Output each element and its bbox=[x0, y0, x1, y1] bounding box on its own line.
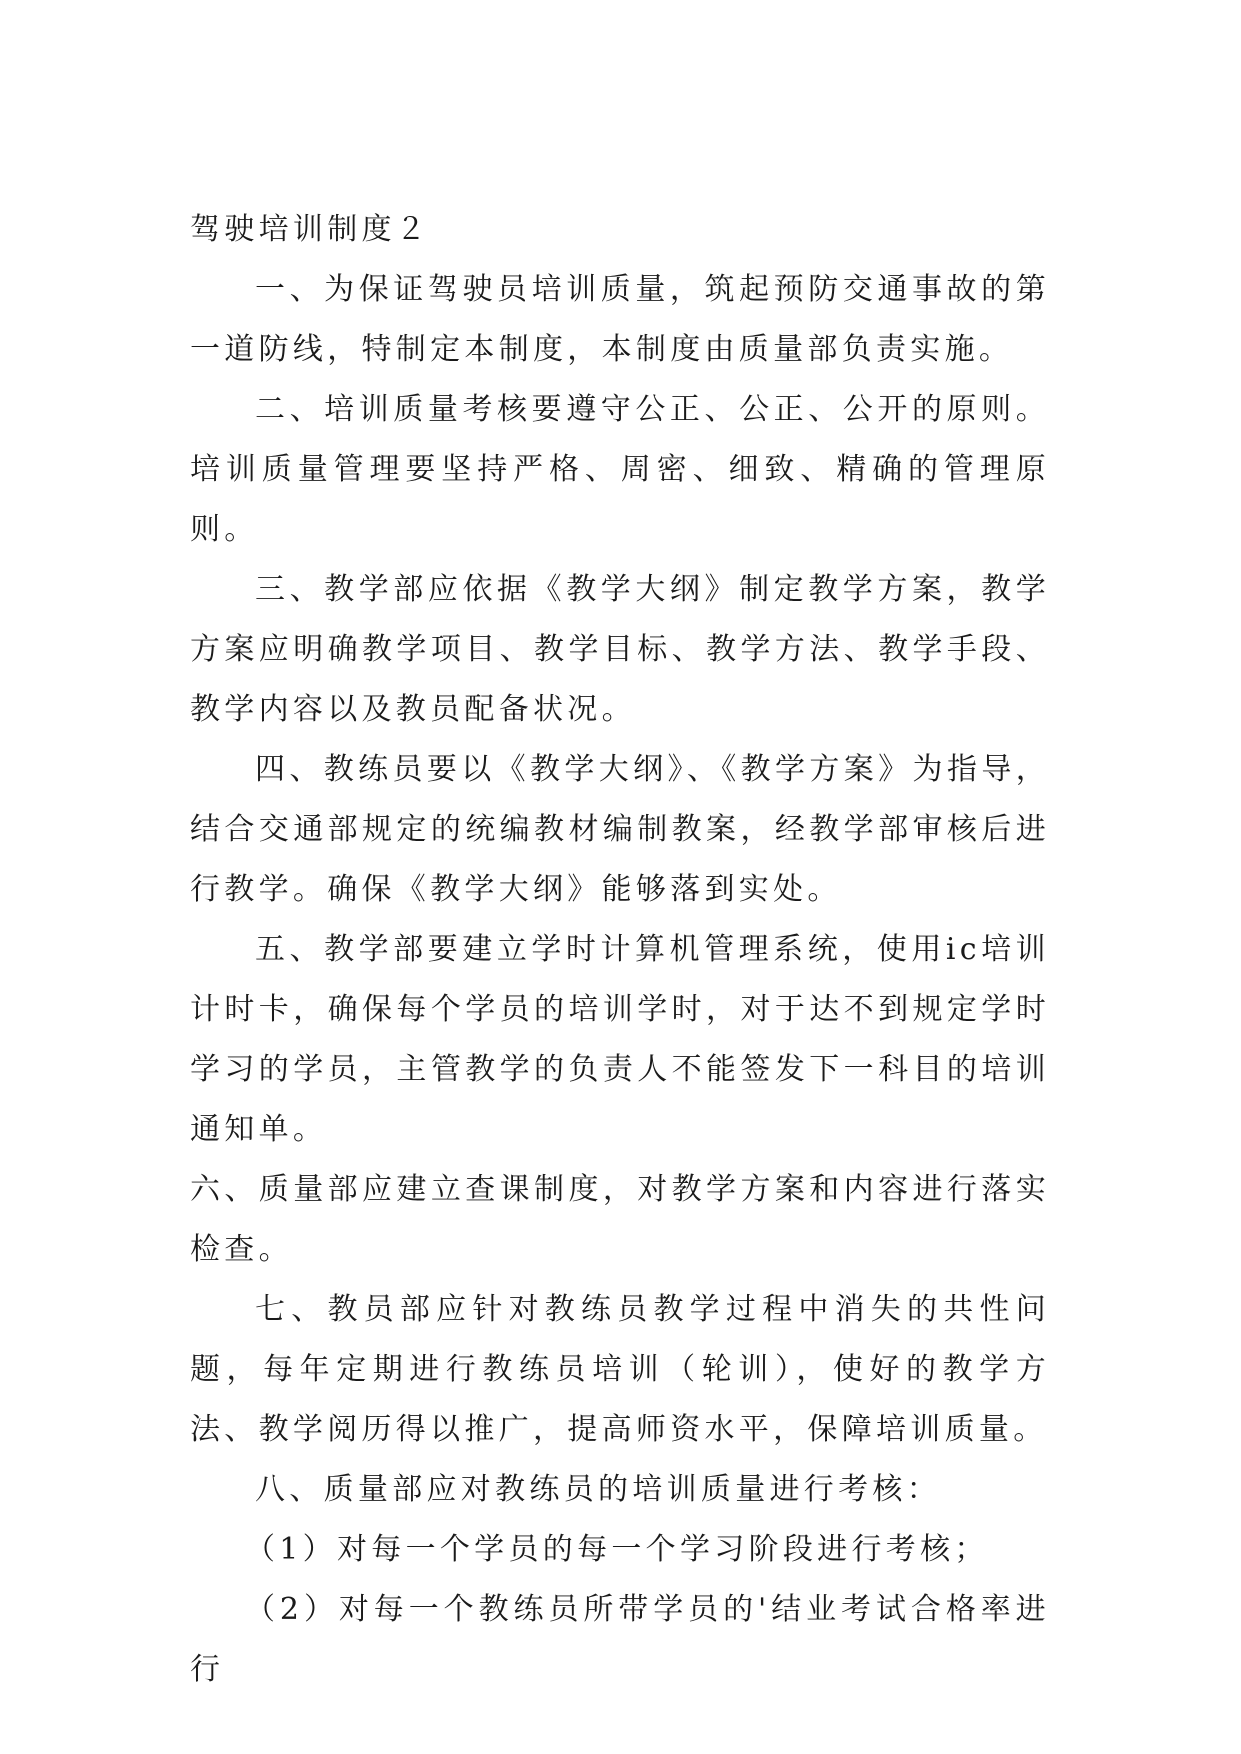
paragraph-2: 二、培训质量考核要遵守公正、公正、公开的原则。培训质量管理要坚持严格、周密、细致、精确的管理原则。 bbox=[190, 392, 1050, 547]
list-item-1: （1）对每一个学员的每一个学习阶段进行考核； bbox=[245, 1532, 989, 1567]
paragraph-5: 五、教学部要建立学时计算机管理系统，使用ic培训计时卡，确保每个学员的培训学时，对于达不到规定学时学习的学员，主管教学的负责人不能签发下一科目的培训通知单。 bbox=[190, 932, 1050, 1147]
document-body bbox=[190, 200, 1050, 1700]
paragraph-1: 一、为保证驾驶员培训质量，筑起预防交通事故的第一道防线，特制定本制度，本制度由质量部负责实施。 bbox=[190, 272, 1050, 367]
paragraph-7: 七、教员部应针对教练员教学过程中消失的共性问题，每年定期进行教练员培训（轮训），使好的教学方法、教学阅历得以推广，提高师资水平，保障培训质量。 bbox=[190, 1292, 1050, 1447]
document-title: 驾驶培训制度２ bbox=[190, 212, 431, 247]
paragraph-6: 六、质量部应建立查课制度，对教学方案和内容进行落实检查。 bbox=[190, 1172, 1050, 1267]
list-item-2: （2）对每一个教练员所带学员的'结业考试合格率进行 bbox=[190, 1592, 1050, 1687]
paragraph-4: 四、教练员要以《教学大纲》、《教学方案》为指导，结合交通部规定的统编教材编制教案，经教学部审核后进行教学。确保《教学大纲》能够落到实处。 bbox=[190, 752, 1050, 907]
paragraph-8: 八、质量部应对教练员的培训质量进行考核： bbox=[255, 1472, 941, 1507]
paragraph-3: 三、教学部应依据《教学大纲》制定教学方案，教学方案应明确教学项目、教学目标、教学方法、教学手段、教学内容以及教员配备状况。 bbox=[190, 572, 1050, 727]
